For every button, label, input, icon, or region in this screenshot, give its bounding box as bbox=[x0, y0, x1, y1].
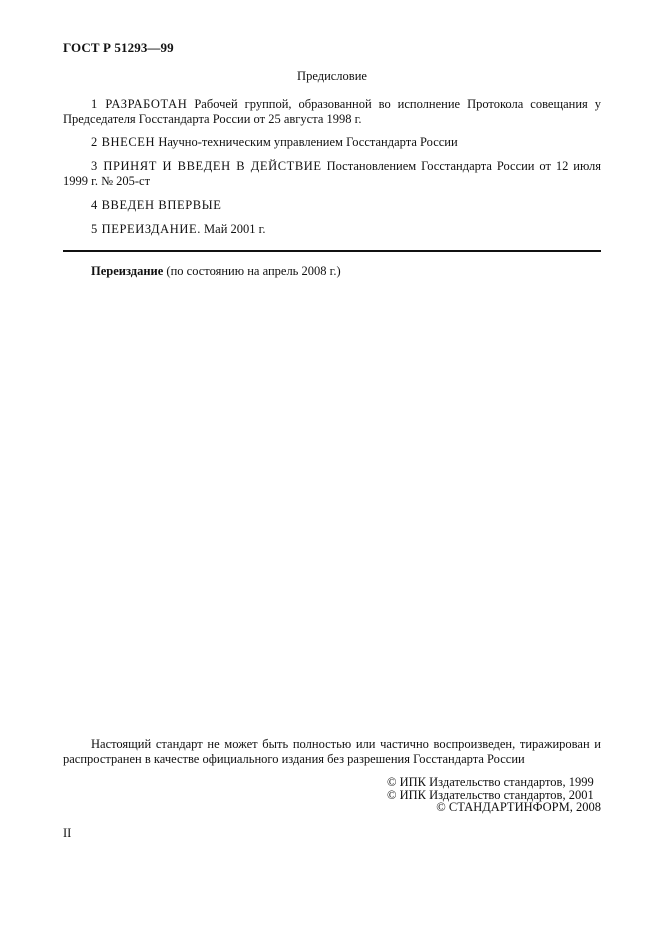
preface-item-lead: 4 ВВЕДЕН ВПЕРВЫЕ bbox=[91, 198, 222, 212]
reissue-label: Переиздание bbox=[91, 264, 164, 278]
preface-item-5 bbox=[63, 222, 601, 237]
preface-item-text: Рабочей группой, образованной во исполнение Протокола совещания у Председателя Госстандарта России от 25 августа 1998 г. bbox=[63, 97, 601, 126]
preface-item-3 bbox=[63, 159, 601, 189]
preface-item-1 bbox=[63, 97, 601, 127]
preface-item-4 bbox=[63, 198, 601, 213]
section-divider bbox=[63, 250, 601, 252]
copyright-text: © ИПК Издательство стандартов, 2001 bbox=[387, 787, 594, 802]
copyright-block bbox=[63, 776, 601, 814]
reissue-text: (по состоянию на апрель 2008 г.) bbox=[163, 264, 341, 278]
preface-item-lead: 3 ПРИНЯТ И ВВЕДЕН В ДЕЙСТВИЕ bbox=[91, 159, 322, 173]
copyright-text: © ИПК Издательство стандартов, 1999 bbox=[387, 775, 594, 789]
copyright-line bbox=[63, 776, 601, 789]
copyright-text: © СТАНДАРТИНФОРМ, 2008 bbox=[436, 800, 601, 814]
preface-item-text: Постановлением Госстандарта России от 12 июля 1999 г. № 205-ст bbox=[63, 159, 601, 188]
page-number: II bbox=[63, 826, 72, 840]
reissue-note bbox=[63, 264, 601, 279]
preface-item-text: Научно-техническим управлением Госстандарта России bbox=[155, 135, 458, 149]
preface-item-lead: 1 РАЗРАБОТАН bbox=[91, 97, 188, 111]
copyright-notice: Настоящий стандарт не может быть полностью или частично воспроизведен, тиражирован и распространен в качестве официального издания без разрешения Госстандарта России bbox=[63, 737, 601, 766]
preface-title: Предисловие bbox=[297, 69, 367, 83]
preface-item-2 bbox=[63, 135, 601, 150]
preface-item-text: Май 2001 г. bbox=[200, 222, 266, 236]
copyright-line bbox=[63, 801, 601, 814]
preface-item-lead: 2 ВНЕСЕН bbox=[91, 135, 156, 149]
document-code: ГОСТ Р 51293—99 bbox=[63, 40, 174, 55]
preface-item-lead: 5 ПЕРЕИЗДАНИЕ. bbox=[91, 222, 201, 236]
